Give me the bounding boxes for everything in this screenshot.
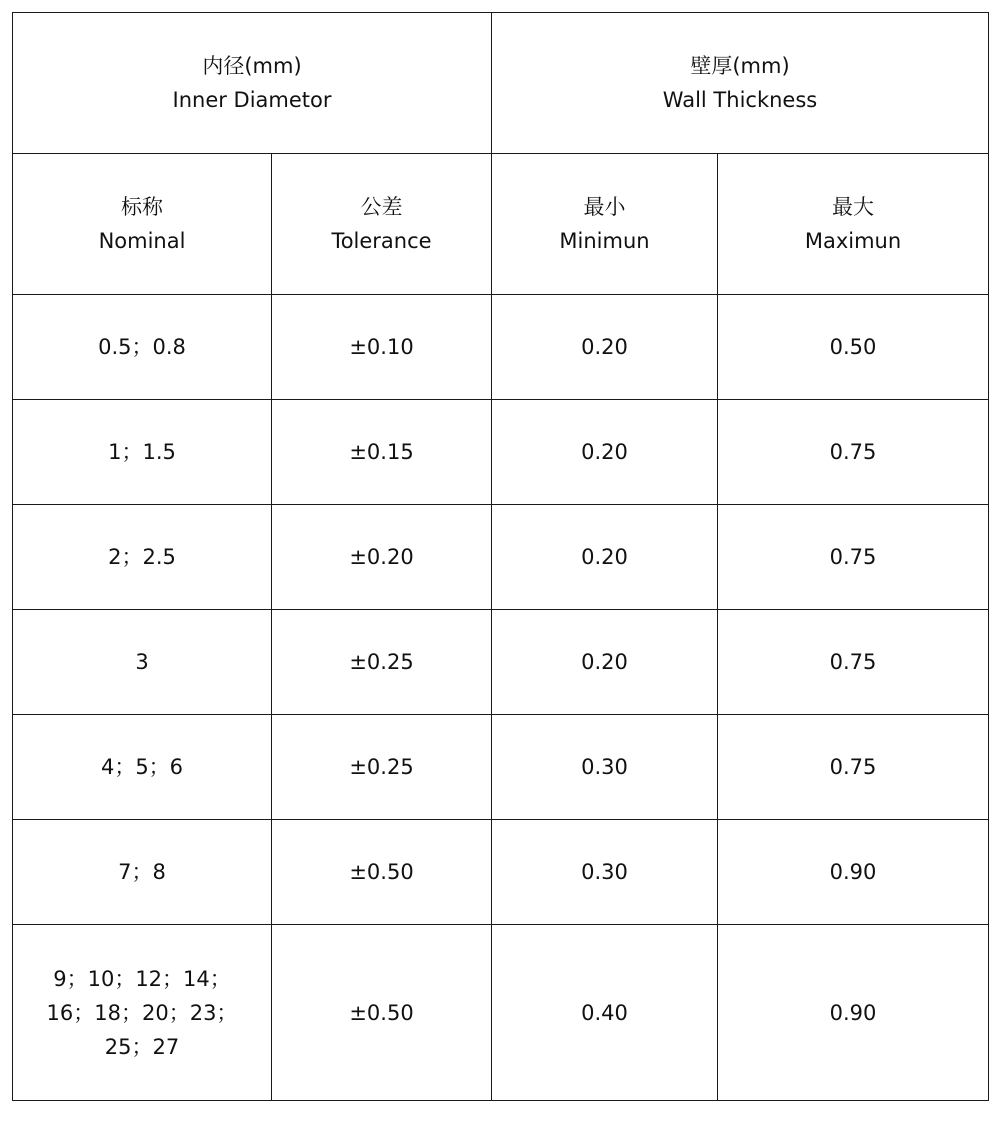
cell-min: 0.40 [492, 925, 718, 1101]
header-minimum-en: Minimun [559, 229, 650, 253]
cell-tolerance: ±0.10 [272, 295, 492, 400]
cell-min: 0.20 [492, 295, 718, 400]
nominal-line: 16；18；20；23； [46, 1000, 238, 1025]
cell-tolerance: ±0.50 [272, 820, 492, 925]
header-tolerance [272, 154, 492, 295]
nominal-line: 25；27 [104, 1034, 180, 1059]
cell-nominal: 3 [13, 610, 272, 715]
cell-max: 0.75 [718, 400, 989, 505]
nominal-line: 9；10；12；14； [53, 966, 231, 991]
cell-tolerance: ±0.25 [272, 715, 492, 820]
header-tolerance-cn: 公差 [360, 195, 403, 219]
cell-min: 0.20 [492, 400, 718, 505]
group-header-row [13, 13, 989, 154]
header-maximum-cn: 最大 [832, 195, 875, 219]
cell-min: 0.30 [492, 715, 718, 820]
cell-max: 0.75 [718, 610, 989, 715]
table-row [13, 610, 989, 715]
header-wall-thickness-en: Wall Thickness [662, 88, 818, 112]
cell-nominal: 0.5；0.8 [13, 295, 272, 400]
header-tolerance-en: Tolerance [331, 229, 432, 253]
cell-min: 0.30 [492, 820, 718, 925]
header-minimum [492, 154, 718, 295]
cell-nominal: 4；5；6 [13, 715, 272, 820]
header-maximum [718, 154, 989, 295]
cell-nominal: 7；8 [13, 820, 272, 925]
header-inner-diameter-en: Inner Diametor [172, 88, 332, 112]
header-wall-thickness-cn: 壁厚(mm) [690, 54, 790, 78]
cell-min: 0.20 [492, 505, 718, 610]
header-inner-diameter-cn: 内径(mm) [202, 54, 302, 78]
header-inner-diameter [13, 13, 492, 154]
cell-nominal [13, 925, 272, 1101]
cell-max: 0.90 [718, 820, 989, 925]
cell-tolerance: ±0.25 [272, 610, 492, 715]
table-row [13, 925, 989, 1101]
table-row [13, 505, 989, 610]
header-nominal-cn: 标称 [121, 195, 163, 219]
header-nominal [13, 154, 272, 295]
cell-nominal: 2；2.5 [13, 505, 272, 610]
cell-max: 0.75 [718, 505, 989, 610]
sub-header-row [13, 154, 989, 295]
table-row [13, 715, 989, 820]
spec-table [12, 12, 989, 1101]
table-row [13, 400, 989, 505]
cell-max: 0.50 [718, 295, 989, 400]
table-row [13, 295, 989, 400]
table-row [13, 820, 989, 925]
cell-min: 0.20 [492, 610, 718, 715]
header-minimum-cn: 最小 [583, 195, 626, 219]
header-maximum-en: Maximun [804, 229, 902, 253]
cell-tolerance: ±0.15 [272, 400, 492, 505]
cell-max: 0.75 [718, 715, 989, 820]
cell-tolerance: ±0.50 [272, 925, 492, 1101]
header-nominal-en: Nominal [98, 229, 186, 253]
cell-nominal: 1；1.5 [13, 400, 272, 505]
cell-tolerance: ±0.20 [272, 505, 492, 610]
header-wall-thickness [492, 13, 989, 154]
cell-max: 0.90 [718, 925, 989, 1101]
